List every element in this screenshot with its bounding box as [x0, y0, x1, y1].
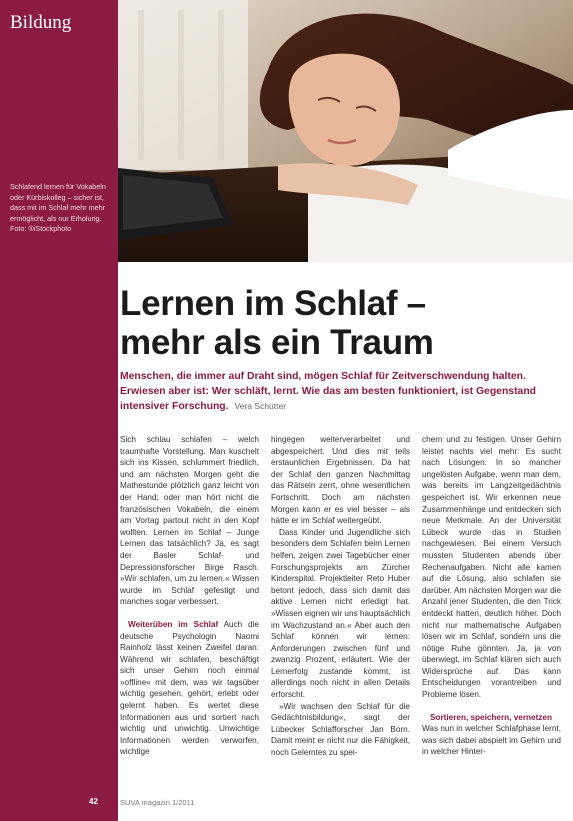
lead-text: Menschen, die immer auf Draht sind, mögen Schlaf für Zeitverschwendung halten. Erwiesen aber ist: Wer schläft, lernt. Wie das am besten funktioniert, ist Gegenstand intensiver Forschung. — [120, 371, 537, 413]
subheading: Sortieren, speichern, vernetzen — [430, 712, 552, 722]
paragraph: chern und zu festigen. Unser Gehirn leistet nachts viel mehr: Es sucht nach Lösungen. In so mancher ungelösten Aufgabe, wenn man dem, was bereits im Langzeitgedächtnis gespeichert ist. Wir erkennen neue Zusammenhänge und entdecken sich neue Merkmale. An der Universität Lübeck wurde das in Studien nachgewiesen. Bei einem Versuch mussten Studenten abends über Rechenaufgaben. Nicht alle kamen auf die Lösung, also schlafen sie darüber. Am nächsten Morgen war die Anzahl jener Studenten, die den Trick entdeckt hatten, deutlich höher. Doch nicht nur mathematische Aufgaben lösen wir im Schlaf, sondern uns die nötige Ruhe gönnten. Ja, ja von überwiegt, im Schlaf klären sich auch Widersprüche auf. Das kann Entscheidungen vorantreiben und Probleme lösen. — [422, 435, 561, 700]
headline-line-2: mehr als ein Traum — [120, 323, 434, 362]
page-number: 42 — [89, 797, 98, 806]
hero-photo — [118, 0, 573, 262]
paragraph: Was nun in welcher Schlafphase lernt, was sich dabei abspielt im Gehirn und in welcher Hinter- — [422, 724, 561, 757]
magazine-footer: SUVA magazin 1/2011 — [120, 798, 195, 807]
paragraph: Sich schlau schlafen – welch traumhafte Vorstellung. Man kuschelt sich ins Kissen, schlummert friedlich, und am nächsten Morgen geht die Mathestunde plötzlich ganz leicht von der Hand; oder man hört nicht die französischen Vokabeln, die einem am Vortag partout nicht in den Kopf wollten. Lernen im Schlaf – Junge Lernen das tatsächlich? Ja, es sagt der Basler Schlaf- und Depressionsforscher Birge Rasch. »Wir schlafen, um zu lernen.« Wissen wurde im Schlaf gefestigt und manches sogar verbessert. — [120, 435, 259, 607]
text-column-1 — [120, 434, 259, 758]
paragraph: hingegen weiterverarbeitet und abgespeichert. Und dies mit teils erstaunlichen Ergebnissen. Da hat der Schlaf den ganzen Nachmittag das Rätseln zerrt, ohne wesentlichen Fortschritt. Doch am nächsten Morgen kann er es viel besser – als hätte er im Schlaf weitergeübt. — [271, 435, 410, 526]
paragraph-text: Auch die deutsche Psychologin Naomi Rainholz lässt keinen Zweifel daran: Während wir schlafen, beschäftigt sich unser Gehirn noch einmal »offline« mit dem, was wir tagsüber wichtig gesehen, gehört, erlebt oder gelernt haben. Es wertet diese Informationen aus und sortiert nach wichtig und unwichtig. Unwichtige Informationen werden verworfen, wichtige — [120, 619, 259, 757]
paragraph: »Wir wachsen den Schlaf für die Gedächtnisbildung«, sagt der Lübecker Schlafforscher Jan Born. Damit meint er nicht nur die Fähigkeit, noch Gelerntes zu spei- — [271, 701, 410, 758]
text-column-2 — [271, 434, 410, 759]
photo-caption: Schlafend lernen für Vokabeln oder Kürbiskolleg – sicher ist, dass mit im Schlaf mehr mehr ermöglicht, als nur Erholung. Foto: ®iStockphoto — [10, 182, 106, 234]
sleeping-woman-photo — [118, 0, 573, 262]
section-label: Bildung — [10, 12, 72, 33]
sidebar — [0, 0, 118, 821]
paragraph — [120, 619, 259, 758]
text-column-3 — [422, 434, 561, 758]
article-headline — [120, 284, 560, 362]
paragraph: Dass Kinder und Jugendliche sich besonders dem Schlafen beim Lernen helfen, zeigen zwei Tagebücher einer Forschungsprojekts am Zürcher Kinderspital. Projektleiter Reto Huber betont jedoch, dass sich damit das aktive Lernen nicht erledigt hat. »Wissen eignen wir uns hauptsächlich im Wachzustand an.« Aber auch den Schlaf können wir lernen: Anforderungen zwischen fünf und zwanzig Prozent, erläutert. Wie der Lernerfolg zustande kommt, ist allerdings noch nicht in allen Details erforscht. — [271, 527, 410, 700]
headline-line-1: Lernen im Schlaf – — [120, 284, 426, 323]
article-lead — [120, 370, 560, 415]
subheading: Weiterüben im Schlaf — [128, 619, 219, 629]
author-byline: Vera Schütter — [234, 401, 287, 412]
